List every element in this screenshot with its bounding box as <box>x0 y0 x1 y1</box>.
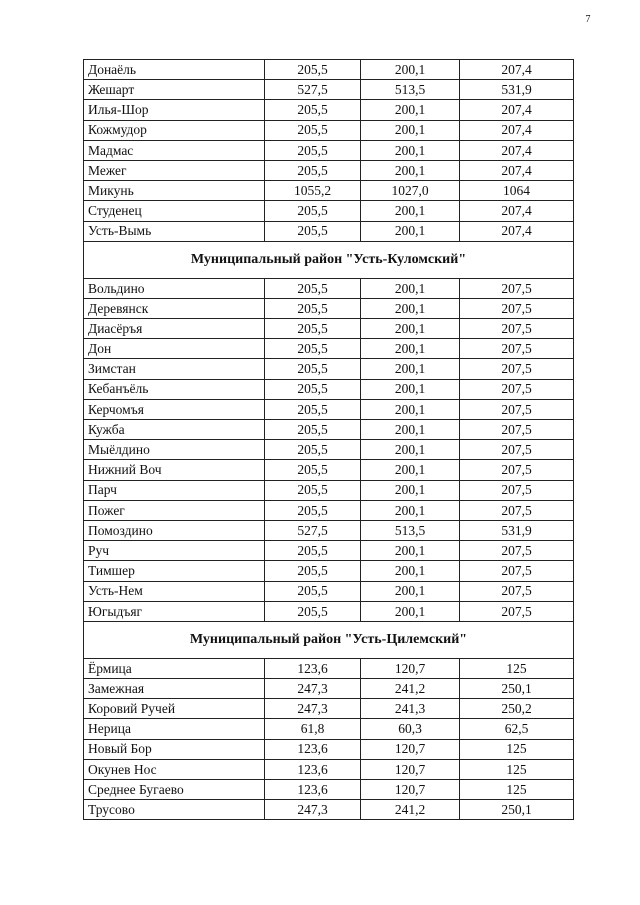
value-cell-3: 250,2 <box>460 699 574 719</box>
table-row <box>84 601 574 621</box>
value-cell-2: 513,5 <box>361 520 460 540</box>
value-cell-3: 207,5 <box>460 601 574 621</box>
settlement-name: Усть-Вымь <box>84 221 265 241</box>
value-cell-1: 527,5 <box>265 80 361 100</box>
table-row <box>84 278 574 298</box>
table-row <box>84 221 574 241</box>
value-cell-1: 61,8 <box>265 719 361 739</box>
table-row <box>84 658 574 678</box>
value-cell-2: 200,1 <box>361 319 460 339</box>
settlement-name: Жешарт <box>84 80 265 100</box>
value-cell-3: 207,5 <box>460 541 574 561</box>
value-cell-2: 200,1 <box>361 440 460 460</box>
value-cell-2: 200,1 <box>361 160 460 180</box>
value-cell-3: 207,5 <box>460 379 574 399</box>
table-row <box>84 201 574 221</box>
value-cell-2: 241,3 <box>361 699 460 719</box>
value-cell-1: 205,5 <box>265 120 361 140</box>
value-cell-2: 60,3 <box>361 719 460 739</box>
value-cell-3: 125 <box>460 658 574 678</box>
table-row <box>84 80 574 100</box>
settlement-name: Диасёръя <box>84 319 265 339</box>
settlement-name: Помоздино <box>84 520 265 540</box>
table-row <box>84 420 574 440</box>
table-row <box>84 339 574 359</box>
value-cell-2: 120,7 <box>361 759 460 779</box>
value-cell-2: 200,1 <box>361 581 460 601</box>
value-cell-3: 1064 <box>460 181 574 201</box>
value-cell-2: 200,1 <box>361 601 460 621</box>
value-cell-1: 205,5 <box>265 201 361 221</box>
value-cell-3: 207,4 <box>460 160 574 180</box>
settlement-name: Новый Бор <box>84 739 265 759</box>
settlement-name: Окунев Нос <box>84 759 265 779</box>
settlement-name: Пожег <box>84 500 265 520</box>
section-header-row <box>84 241 574 278</box>
table-row <box>84 561 574 581</box>
table-row <box>84 480 574 500</box>
settlement-name: Студенец <box>84 201 265 221</box>
value-cell-3: 531,9 <box>460 520 574 540</box>
table-row <box>84 719 574 739</box>
value-cell-2: 241,2 <box>361 800 460 820</box>
section-title: Муниципальный район "Усть-Куломский" <box>84 241 574 278</box>
value-cell-2: 200,1 <box>361 460 460 480</box>
settlement-name: Вольдино <box>84 278 265 298</box>
value-cell-3: 207,5 <box>460 440 574 460</box>
value-cell-3: 207,5 <box>460 581 574 601</box>
settlement-name: Керчомъя <box>84 399 265 419</box>
value-cell-3: 207,4 <box>460 60 574 80</box>
table-row <box>84 759 574 779</box>
value-cell-3: 207,4 <box>460 221 574 241</box>
value-cell-1: 123,6 <box>265 658 361 678</box>
settlement-name: Ёрмица <box>84 658 265 678</box>
table-row <box>84 160 574 180</box>
value-cell-1: 205,5 <box>265 500 361 520</box>
settlements-table <box>83 59 574 820</box>
value-cell-3: 207,5 <box>460 298 574 318</box>
settlement-name: Донаёль <box>84 60 265 80</box>
value-cell-1: 205,5 <box>265 561 361 581</box>
settlement-name: Югыдъяг <box>84 601 265 621</box>
page-number: 7 <box>585 14 591 25</box>
value-cell-1: 205,5 <box>265 339 361 359</box>
table-row <box>84 699 574 719</box>
value-cell-2: 200,1 <box>361 339 460 359</box>
value-cell-1: 205,5 <box>265 541 361 561</box>
settlement-name: Парч <box>84 480 265 500</box>
value-cell-1: 247,3 <box>265 699 361 719</box>
value-cell-2: 200,1 <box>361 480 460 500</box>
value-cell-1: 205,5 <box>265 420 361 440</box>
value-cell-2: 200,1 <box>361 100 460 120</box>
settlement-name: Кожмудор <box>84 120 265 140</box>
value-cell-3: 207,5 <box>460 319 574 339</box>
table-row <box>84 120 574 140</box>
value-cell-2: 200,1 <box>361 60 460 80</box>
value-cell-3: 125 <box>460 739 574 759</box>
value-cell-1: 205,5 <box>265 440 361 460</box>
value-cell-3: 250,1 <box>460 679 574 699</box>
value-cell-1: 1055,2 <box>265 181 361 201</box>
value-cell-1: 205,5 <box>265 480 361 500</box>
value-cell-2: 200,1 <box>361 541 460 561</box>
value-cell-1: 205,5 <box>265 581 361 601</box>
table-body <box>84 60 574 820</box>
settlement-name: Замежная <box>84 679 265 699</box>
table-row <box>84 399 574 419</box>
table-row <box>84 319 574 339</box>
table-row <box>84 181 574 201</box>
value-cell-3: 207,5 <box>460 480 574 500</box>
value-cell-1: 205,5 <box>265 100 361 120</box>
settlement-name: Кебанъёль <box>84 379 265 399</box>
section-title: Муниципальный район "Усть-Цилемский" <box>84 621 574 658</box>
table-row <box>84 60 574 80</box>
value-cell-1: 205,5 <box>265 278 361 298</box>
value-cell-2: 1027,0 <box>361 181 460 201</box>
settlement-name: Мыёлдино <box>84 440 265 460</box>
value-cell-1: 205,5 <box>265 399 361 419</box>
table-row <box>84 679 574 699</box>
value-cell-3: 207,5 <box>460 399 574 419</box>
value-cell-1: 123,6 <box>265 780 361 800</box>
value-cell-1: 527,5 <box>265 520 361 540</box>
table-row <box>84 298 574 318</box>
value-cell-1: 123,6 <box>265 759 361 779</box>
settlement-name: Зимстан <box>84 359 265 379</box>
value-cell-1: 205,5 <box>265 298 361 318</box>
value-cell-3: 207,5 <box>460 420 574 440</box>
settlement-name: Илья-Шор <box>84 100 265 120</box>
value-cell-2: 200,1 <box>361 420 460 440</box>
section-header-row <box>84 621 574 658</box>
value-cell-3: 207,5 <box>460 561 574 581</box>
settlement-name: Мадмас <box>84 140 265 160</box>
table-row <box>84 520 574 540</box>
table-row <box>84 100 574 120</box>
value-cell-3: 207,5 <box>460 500 574 520</box>
value-cell-1: 205,5 <box>265 221 361 241</box>
value-cell-3: 207,5 <box>460 278 574 298</box>
table-row <box>84 800 574 820</box>
settlement-name: Кужба <box>84 420 265 440</box>
table-row <box>84 140 574 160</box>
value-cell-3: 207,5 <box>460 339 574 359</box>
value-cell-1: 205,5 <box>265 160 361 180</box>
value-cell-3: 62,5 <box>460 719 574 739</box>
settlement-name: Нижний Воч <box>84 460 265 480</box>
settlement-name: Микунь <box>84 181 265 201</box>
settlement-name: Деревянск <box>84 298 265 318</box>
value-cell-2: 120,7 <box>361 780 460 800</box>
value-cell-1: 247,3 <box>265 800 361 820</box>
value-cell-2: 200,1 <box>361 500 460 520</box>
value-cell-2: 200,1 <box>361 561 460 581</box>
value-cell-3: 207,4 <box>460 201 574 221</box>
settlement-name: Коровий Ручей <box>84 699 265 719</box>
value-cell-1: 123,6 <box>265 739 361 759</box>
value-cell-2: 120,7 <box>361 658 460 678</box>
value-cell-1: 205,5 <box>265 379 361 399</box>
settlement-name: Дон <box>84 339 265 359</box>
value-cell-2: 200,1 <box>361 278 460 298</box>
value-cell-1: 205,5 <box>265 140 361 160</box>
table-row <box>84 359 574 379</box>
table-row <box>84 379 574 399</box>
value-cell-2: 241,2 <box>361 679 460 699</box>
value-cell-1: 205,5 <box>265 601 361 621</box>
table-row <box>84 581 574 601</box>
table-row <box>84 500 574 520</box>
settlement-name: Межег <box>84 160 265 180</box>
value-cell-2: 200,1 <box>361 298 460 318</box>
value-cell-3: 125 <box>460 759 574 779</box>
value-cell-2: 200,1 <box>361 201 460 221</box>
table-row <box>84 739 574 759</box>
settlement-name: Среднее Бугаево <box>84 780 265 800</box>
table-row <box>84 440 574 460</box>
value-cell-3: 125 <box>460 780 574 800</box>
value-cell-1: 247,3 <box>265 679 361 699</box>
value-cell-3: 207,4 <box>460 120 574 140</box>
value-cell-2: 200,1 <box>361 359 460 379</box>
value-cell-3: 250,1 <box>460 800 574 820</box>
table-row <box>84 780 574 800</box>
value-cell-1: 205,5 <box>265 319 361 339</box>
settlement-name: Нерица <box>84 719 265 739</box>
value-cell-1: 205,5 <box>265 60 361 80</box>
value-cell-2: 200,1 <box>361 221 460 241</box>
value-cell-3: 207,5 <box>460 460 574 480</box>
value-cell-3: 207,4 <box>460 140 574 160</box>
table-row <box>84 460 574 480</box>
value-cell-2: 200,1 <box>361 120 460 140</box>
value-cell-1: 205,5 <box>265 460 361 480</box>
value-cell-3: 207,4 <box>460 100 574 120</box>
value-cell-2: 200,1 <box>361 379 460 399</box>
value-cell-3: 531,9 <box>460 80 574 100</box>
settlement-name: Тимшер <box>84 561 265 581</box>
value-cell-1: 205,5 <box>265 359 361 379</box>
value-cell-2: 513,5 <box>361 80 460 100</box>
settlement-name: Трусово <box>84 800 265 820</box>
settlement-name: Руч <box>84 541 265 561</box>
value-cell-2: 120,7 <box>361 739 460 759</box>
table-row <box>84 541 574 561</box>
value-cell-2: 200,1 <box>361 140 460 160</box>
value-cell-3: 207,5 <box>460 359 574 379</box>
settlement-name: Усть-Нем <box>84 581 265 601</box>
value-cell-2: 200,1 <box>361 399 460 419</box>
